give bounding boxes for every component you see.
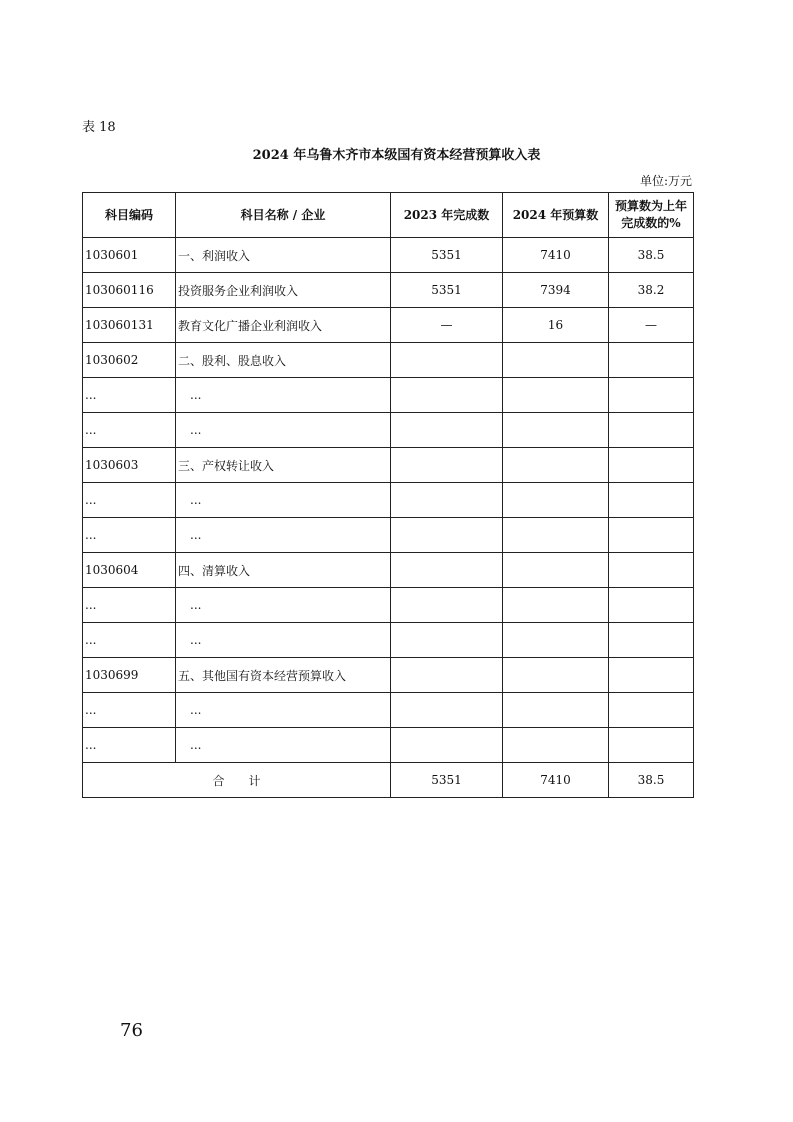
cell-ratio bbox=[609, 518, 694, 553]
cell-name: 二、股利、股息收入 bbox=[176, 343, 391, 378]
table-row bbox=[83, 623, 694, 658]
cell-ratio bbox=[609, 728, 694, 763]
cell-name: ... bbox=[176, 518, 391, 553]
cell-2024-budget: 16 bbox=[503, 308, 609, 343]
cell-name: ... bbox=[176, 413, 391, 448]
table-row bbox=[83, 518, 694, 553]
cell-code: 1030602 bbox=[83, 343, 176, 378]
total-ratio: 38.5 bbox=[609, 763, 694, 798]
cell-2023-done bbox=[391, 693, 503, 728]
cell-2024-budget bbox=[503, 588, 609, 623]
cell-2023-done: 5351 bbox=[391, 238, 503, 273]
cell-2024-budget bbox=[503, 448, 609, 483]
cell-name: 一、利润收入 bbox=[176, 238, 391, 273]
cell-code: ... bbox=[83, 378, 176, 413]
cell-code: 103060131 bbox=[83, 308, 176, 343]
cell-2023-done bbox=[391, 448, 503, 483]
table-header-row bbox=[83, 193, 694, 238]
cell-code: ... bbox=[83, 588, 176, 623]
table-row bbox=[83, 413, 694, 448]
cell-code: ... bbox=[83, 693, 176, 728]
cell-2024-budget bbox=[503, 483, 609, 518]
cell-2024-budget: 7410 bbox=[503, 238, 609, 273]
cell-code: 1030604 bbox=[83, 553, 176, 588]
cell-name: ... bbox=[176, 693, 391, 728]
header-code: 科目编码 bbox=[83, 193, 176, 238]
cell-code: ... bbox=[83, 518, 176, 553]
cell-2024-budget: 7394 bbox=[503, 273, 609, 308]
cell-ratio: 38.5 bbox=[609, 238, 694, 273]
cell-2023-done bbox=[391, 553, 503, 588]
cell-ratio bbox=[609, 553, 694, 588]
cell-code: ... bbox=[83, 483, 176, 518]
cell-2023-done: 5351 bbox=[391, 273, 503, 308]
cell-2023-done bbox=[391, 728, 503, 763]
cell-code: 103060116 bbox=[83, 273, 176, 308]
table-row bbox=[83, 343, 694, 378]
cell-2024-budget bbox=[503, 728, 609, 763]
cell-2023-done bbox=[391, 588, 503, 623]
document-title: 2024 年乌鲁木齐市本级国有资本经营预算收入表 bbox=[252, 148, 541, 163]
table-row bbox=[83, 588, 694, 623]
cell-name: 五、其他国有资本经营预算收入 bbox=[176, 658, 391, 693]
cell-code: ... bbox=[83, 623, 176, 658]
budget-table bbox=[82, 192, 694, 798]
cell-ratio: — bbox=[609, 308, 694, 343]
cell-2024-budget bbox=[503, 343, 609, 378]
table-row bbox=[83, 308, 694, 343]
cell-2024-budget bbox=[503, 378, 609, 413]
header-2024-budget: 2024 年预算数 bbox=[503, 193, 609, 238]
cell-code: ... bbox=[83, 413, 176, 448]
cell-ratio bbox=[609, 623, 694, 658]
cell-ratio bbox=[609, 588, 694, 623]
cell-ratio bbox=[609, 343, 694, 378]
header-ratio: 预算数为上年完成数的% bbox=[609, 193, 694, 238]
cell-2023-done bbox=[391, 518, 503, 553]
table-row bbox=[83, 483, 694, 518]
cell-name: 投资服务企业利润收入 bbox=[176, 273, 391, 308]
cell-ratio bbox=[609, 413, 694, 448]
table-label: 表 18 bbox=[82, 120, 116, 135]
cell-name: ... bbox=[176, 483, 391, 518]
cell-ratio bbox=[609, 693, 694, 728]
header-2023-done: 2023 年完成数 bbox=[391, 193, 503, 238]
cell-code: ... bbox=[83, 728, 176, 763]
cell-2024-budget bbox=[503, 553, 609, 588]
cell-2024-budget bbox=[503, 658, 609, 693]
table-row bbox=[83, 728, 694, 763]
cell-2024-budget bbox=[503, 413, 609, 448]
total-2024-budget: 7410 bbox=[503, 763, 609, 798]
cell-ratio bbox=[609, 378, 694, 413]
table-row bbox=[83, 448, 694, 483]
cell-2024-budget bbox=[503, 623, 609, 658]
cell-2023-done bbox=[391, 483, 503, 518]
cell-2024-budget bbox=[503, 693, 609, 728]
cell-2023-done bbox=[391, 413, 503, 448]
cell-2023-done: — bbox=[391, 308, 503, 343]
table-row bbox=[83, 378, 694, 413]
cell-ratio: 38.2 bbox=[609, 273, 694, 308]
total-2023-done: 5351 bbox=[391, 763, 503, 798]
cell-2023-done bbox=[391, 658, 503, 693]
total-row bbox=[83, 763, 694, 798]
cell-2023-done bbox=[391, 623, 503, 658]
table-row bbox=[83, 273, 694, 308]
cell-name: ... bbox=[176, 378, 391, 413]
cell-name: ... bbox=[176, 588, 391, 623]
cell-2023-done bbox=[391, 378, 503, 413]
cell-name: 教育文化广播企业利润收入 bbox=[176, 308, 391, 343]
cell-ratio bbox=[609, 658, 694, 693]
cell-name: 四、清算收入 bbox=[176, 553, 391, 588]
cell-2023-done bbox=[391, 343, 503, 378]
table-row bbox=[83, 553, 694, 588]
cell-name: ... bbox=[176, 623, 391, 658]
cell-code: 1030699 bbox=[83, 658, 176, 693]
cell-ratio bbox=[609, 483, 694, 518]
table-row bbox=[83, 658, 694, 693]
header-name: 科目名称 / 企业 bbox=[176, 193, 391, 238]
cell-name: ... bbox=[176, 728, 391, 763]
cell-name: 三、产权转让收入 bbox=[176, 448, 391, 483]
cell-ratio bbox=[609, 448, 694, 483]
page-number: 76 bbox=[120, 1020, 143, 1041]
table-row bbox=[83, 238, 694, 273]
unit-label: 单位:万元 bbox=[639, 174, 692, 188]
cell-code: 1030601 bbox=[83, 238, 176, 273]
table-row bbox=[83, 693, 694, 728]
cell-2024-budget bbox=[503, 518, 609, 553]
total-label: 合 计 bbox=[83, 763, 391, 798]
cell-code: 1030603 bbox=[83, 448, 176, 483]
